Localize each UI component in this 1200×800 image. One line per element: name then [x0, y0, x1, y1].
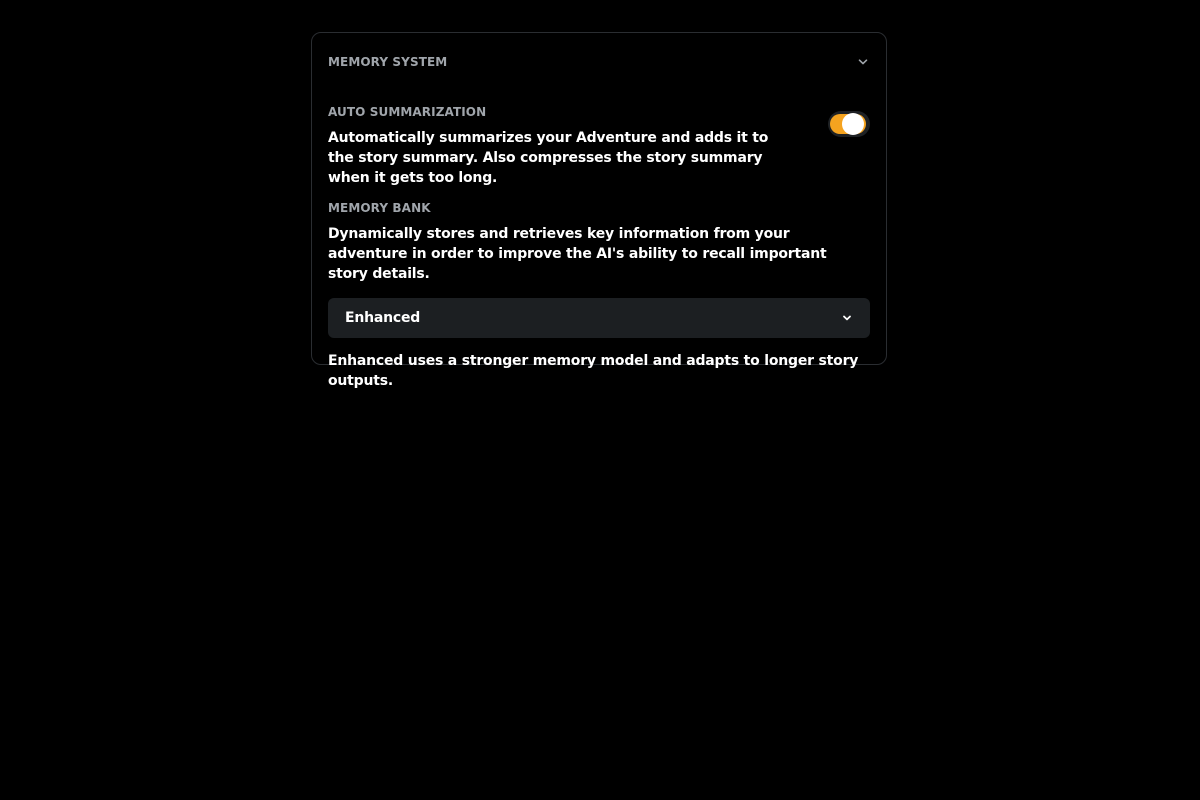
auto-summarization-label: AUTO SUMMARIZATION: [328, 105, 487, 119]
memory-bank-description: Dynamically stores and retrieves key information from your adventure in order to improve the AI's ability to recall important story details.: [328, 226, 827, 282]
memory-bank-selected-value: Enhanced: [345, 310, 421, 326]
memory-bank-section: [328, 200, 870, 391]
memory-bank-label: MEMORY BANK: [328, 201, 431, 215]
chevron-down-icon[interactable]: [856, 55, 870, 69]
auto-summarization-description: Automatically summarizes your Adventure and adds it to the story summary. Also compresses the story summary when it gets too long.: [328, 130, 769, 186]
auto-summarization-toggle[interactable]: [828, 111, 870, 137]
panel-title: MEMORY SYSTEM: [328, 55, 448, 69]
memory-bank-select[interactable]: [328, 298, 870, 338]
memory-system-panel: [311, 32, 887, 389]
toggle-knob: [842, 113, 864, 135]
chevron-down-icon: [840, 311, 854, 325]
memory-bank-help-text: Enhanced uses a stronger memory model and adapts to longer story outputs.: [328, 353, 859, 389]
memory-system-header[interactable]: [328, 53, 870, 71]
auto-summarization-section: [328, 104, 870, 188]
